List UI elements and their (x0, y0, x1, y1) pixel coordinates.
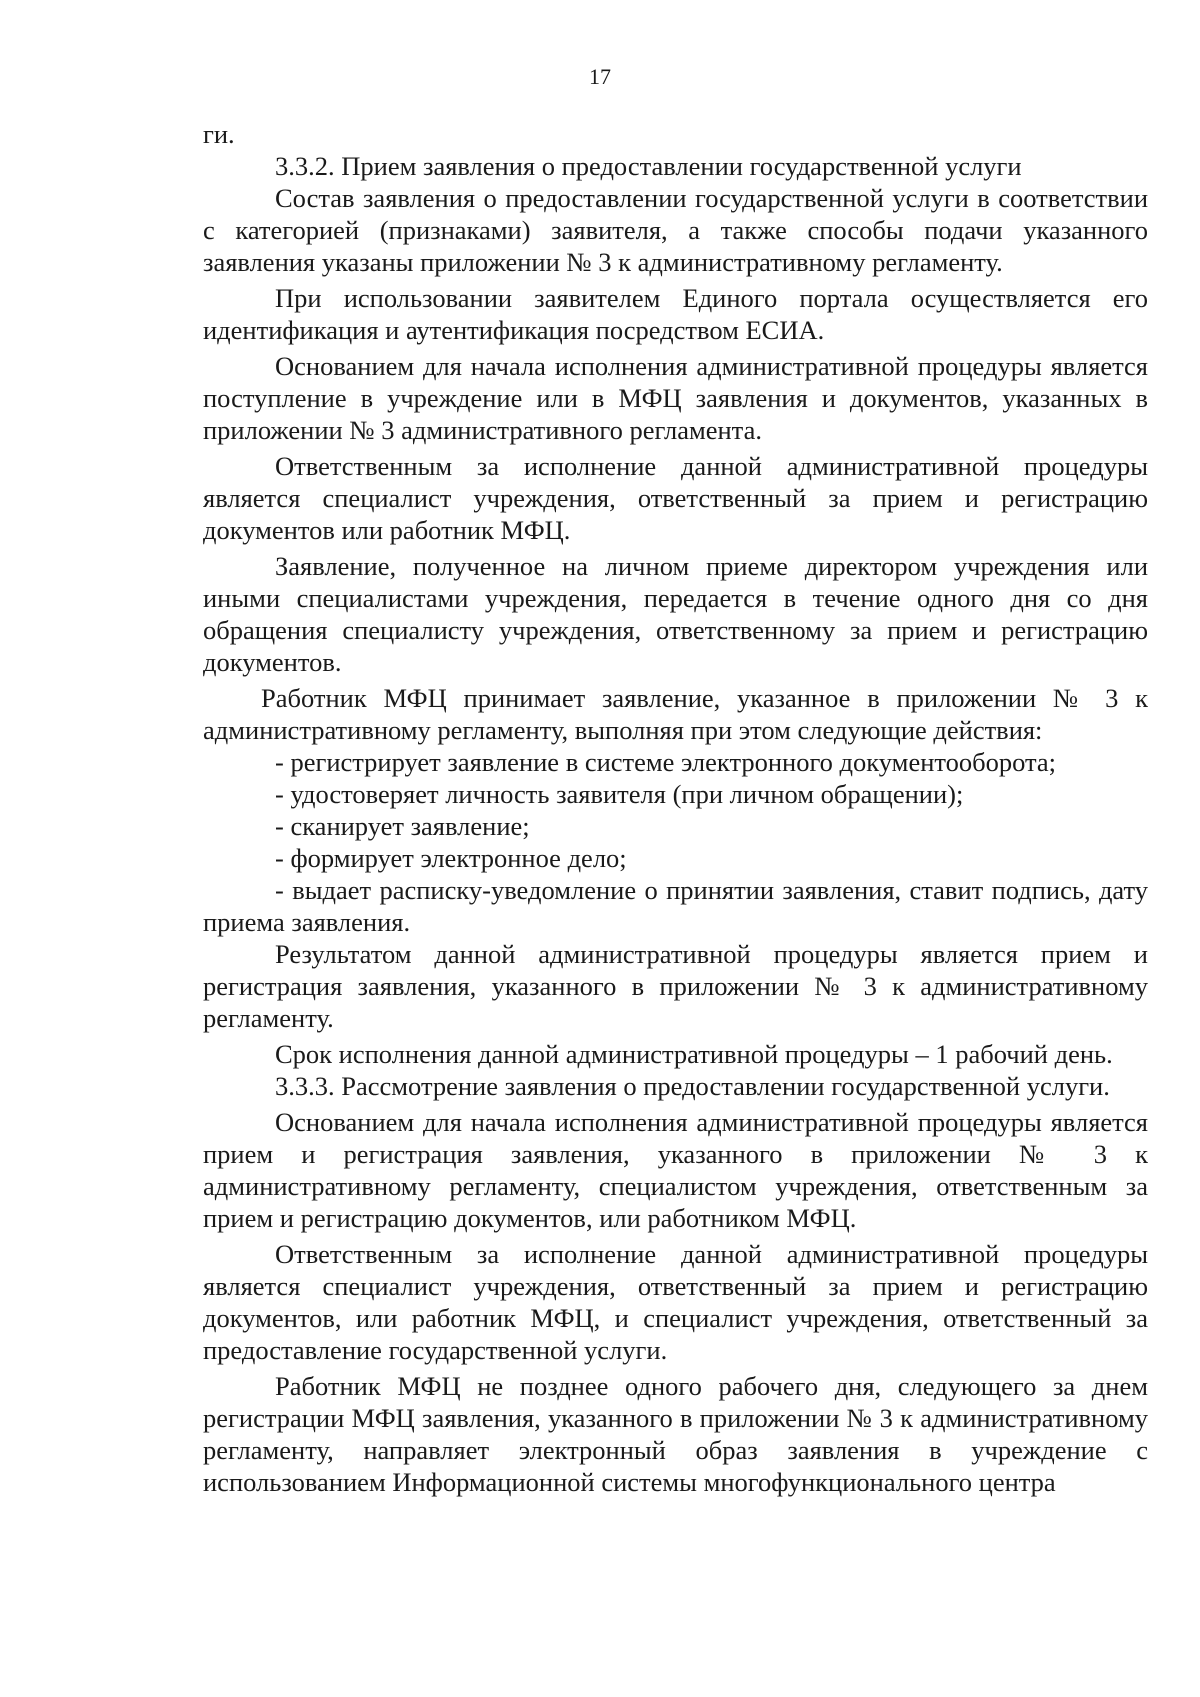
paragraph: Заявление, полученное на личном приеме директором учреждения или иными специалистами учреждения, передается в течение одного дня со дня обращения специалисту учреждения, ответственному за прием и регистрацию документов. (203, 551, 1148, 677)
list-item: - сканирует заявление; (275, 811, 530, 841)
page-number: 17 (589, 64, 611, 89)
document-body (203, 118, 1148, 1498)
paragraph: Основанием для начала исполнения административной процедуры является прием и регистрация заявления, указанного в приложении № 3 к административному регламенту, специалистом учреждения, ответственным за прием и регистрацию документов, или работником МФЦ. (203, 1107, 1148, 1233)
list-item: - регистрирует заявление в системе электронного документооборота; (275, 747, 1057, 777)
paragraph: Ответственным за исполнение данной административной процедуры является специалист учреждения, ответственный за прием и регистрацию документов или работник МФЦ. (203, 451, 1148, 545)
list-item: - выдает расписку-уведомление о принятии заявления, ставит подпись, дату приема заявления. (203, 875, 1148, 937)
list-item: - формирует электронное дело; (275, 843, 627, 873)
paragraph: Работник МФЦ не позднее одного рабочего дня, следующего за днем регистрации МФЦ заявления, указанного в приложении № 3 к административному регламенту, направляет электронный образ заявления в учреждение с использованием Информационной системы многофункционального центра (203, 1371, 1148, 1497)
section-heading-3-3-3: 3.3.3. Рассмотрение заявления о предоставлении государственной услуги. (275, 1071, 1110, 1101)
paragraph: Работник МФЦ принимает заявление, указанное в приложении № 3 к административному регламенту, выполняя при этом следующие действия: (203, 683, 1148, 745)
list-item: - удостоверяет личность заявителя (при личном обращении); (275, 779, 964, 809)
paragraph: При использовании заявителем Единого портала осуществляется его идентификация и аутентификация посредством ЕСИА. (203, 283, 1148, 345)
paragraph: Результатом данной административной процедуры является прием и регистрация заявления, указанного в приложении № 3 к административному регламенту. (203, 939, 1148, 1033)
section-heading-3-3-2: 3.3.2. Прием заявления о предоставлении государственной услуги (275, 151, 1022, 181)
paragraph-continuation: ги. (203, 119, 235, 149)
paragraph: Ответственным за исполнение данной административной процедуры является специалист учреждения, ответственный за прием и регистрацию документов, или работник МФЦ, и специалист учреждения, ответственный за предоставление государственной услуги. (203, 1239, 1148, 1365)
paragraph: Состав заявления о предоставлении государственной услуги в соответствии с категорией (признаками) заявителя, а также способы подачи указанного заявления указаны приложении № 3 к административному регламенту. (203, 183, 1148, 277)
paragraph: Основанием для начала исполнения административной процедуры является поступление в учреждение или в МФЦ заявления и документов, указанных в приложении № 3 административного регламента. (203, 351, 1148, 445)
paragraph: Срок исполнения данной административной процедуры – 1 рабочий день. (275, 1039, 1113, 1069)
